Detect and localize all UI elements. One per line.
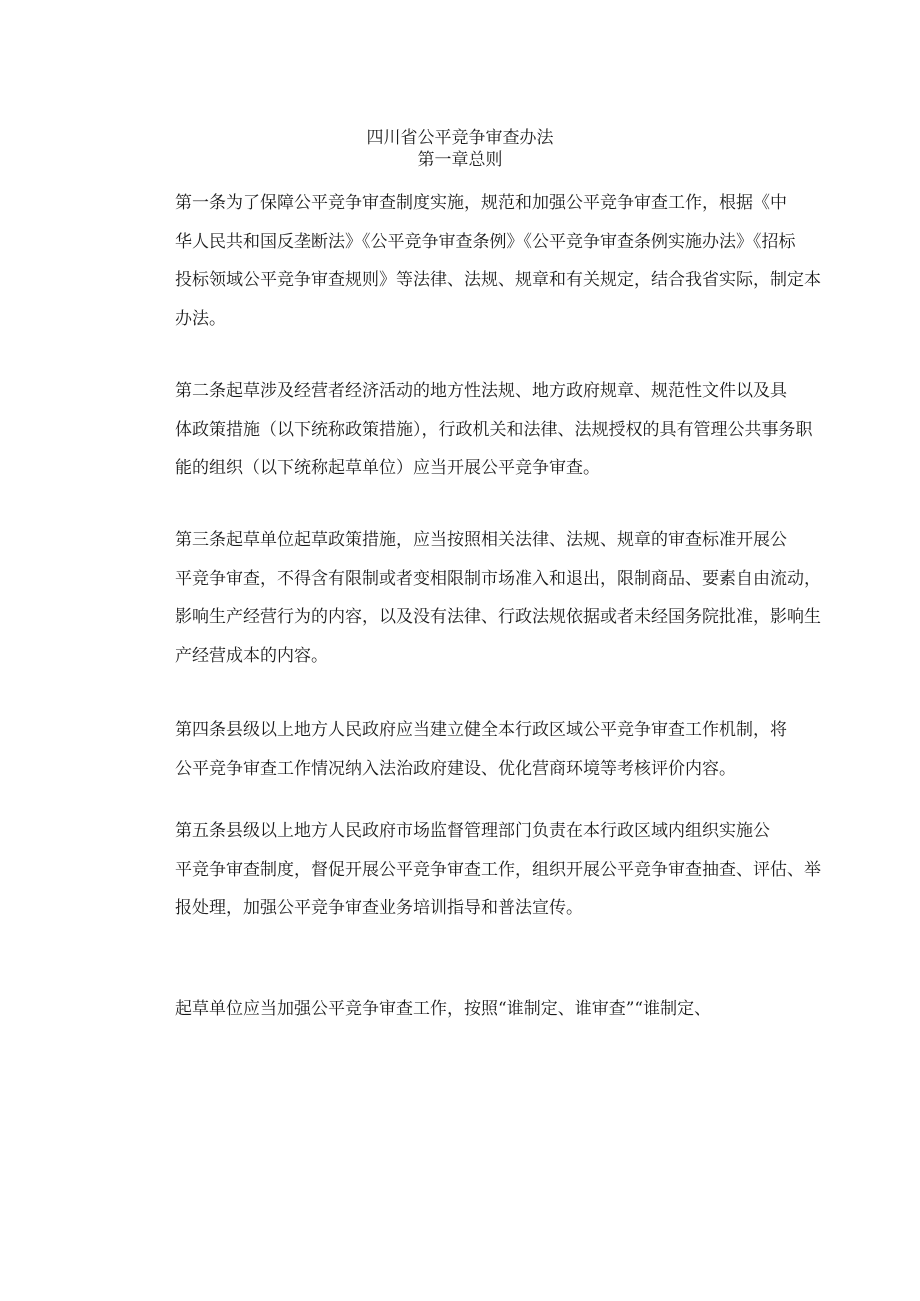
- paragraph-line: 华人民共和国反垄断法》《公平竞争审查条例》《公平竞争审查条例实施办法》《招标: [175, 231, 796, 252]
- paragraph-line: 第一条为了保障公平竞争审查制度实施，规范和加强公平竞争审查工作，根据《中: [175, 193, 787, 213]
- article-4-paragraph: [133, 711, 789, 788]
- article-3-paragraph: [133, 521, 821, 675]
- article-2-paragraph: [133, 372, 813, 488]
- paragraph-line: 平竞争审查制度，督促开展公平竞争审查工作，组织开展公平竞争审查抽查、评估、举: [175, 859, 821, 880]
- paragraph-line: 体政策措施（以下统称政策措施），行政机关和法律、法规授权的具有管理公共事务职: [175, 419, 813, 440]
- article-5-paragraph: [133, 812, 821, 928]
- paragraph-line: 起草单位应当加强公平竞争审查工作，按照“谁制定、谁审查”“谁制定、: [175, 999, 712, 1019]
- continuation-paragraph: [133, 990, 789, 1029]
- chapter-heading: 第一章总则: [417, 150, 503, 170]
- paragraph-line: 办法。: [175, 308, 226, 329]
- article-1-paragraph: [133, 184, 821, 338]
- paragraph-line: 第三条起草单位起草政策措施，应当按照相关法律、法规、规章的审查标准开展公: [175, 530, 787, 550]
- paragraph-line: 影响生产经营行为的内容，以及没有法律、行政法规依据或者未经国务院批准，影响生: [175, 607, 821, 627]
- paragraph-line: 第五条县级以上地方人民政府市场监督管理部门负责在本行政区域内组织实施公: [175, 821, 770, 841]
- paragraph-line: 第二条起草涉及经营者经济活动的地方性法规、地方政府规章、规范性文件以及具: [175, 381, 787, 401]
- document-title: 四川省公平竞争审查办法: [366, 128, 554, 148]
- paragraph-line: 公平竞争审查工作情况纳入法治政府建设、优化营商环境等考核评价内容。: [175, 758, 736, 779]
- paragraph-line: 第四条县级以上地方人民政府应当建立健全本行政区域公平竞争审查工作机制，将: [175, 720, 787, 740]
- paragraph-line: 报处理，加强公平竞争审查业务培训指导和普法宣传。: [175, 898, 583, 918]
- paragraph-line: 能的组织（以下统称起草单位）应当开展公平竞争审查。: [175, 458, 600, 478]
- paragraph-line: 平竞争审查，不得含有限制或者变相限制市场准入和退出，限制商品、要素自由流动，: [175, 568, 821, 589]
- paragraph-line: 投标领域公平竞争审查规则》等法律、法规、规章和有关规定，结合我省实际，制定本: [175, 270, 821, 290]
- paragraph-line: 产经营成本的内容。: [175, 645, 328, 666]
